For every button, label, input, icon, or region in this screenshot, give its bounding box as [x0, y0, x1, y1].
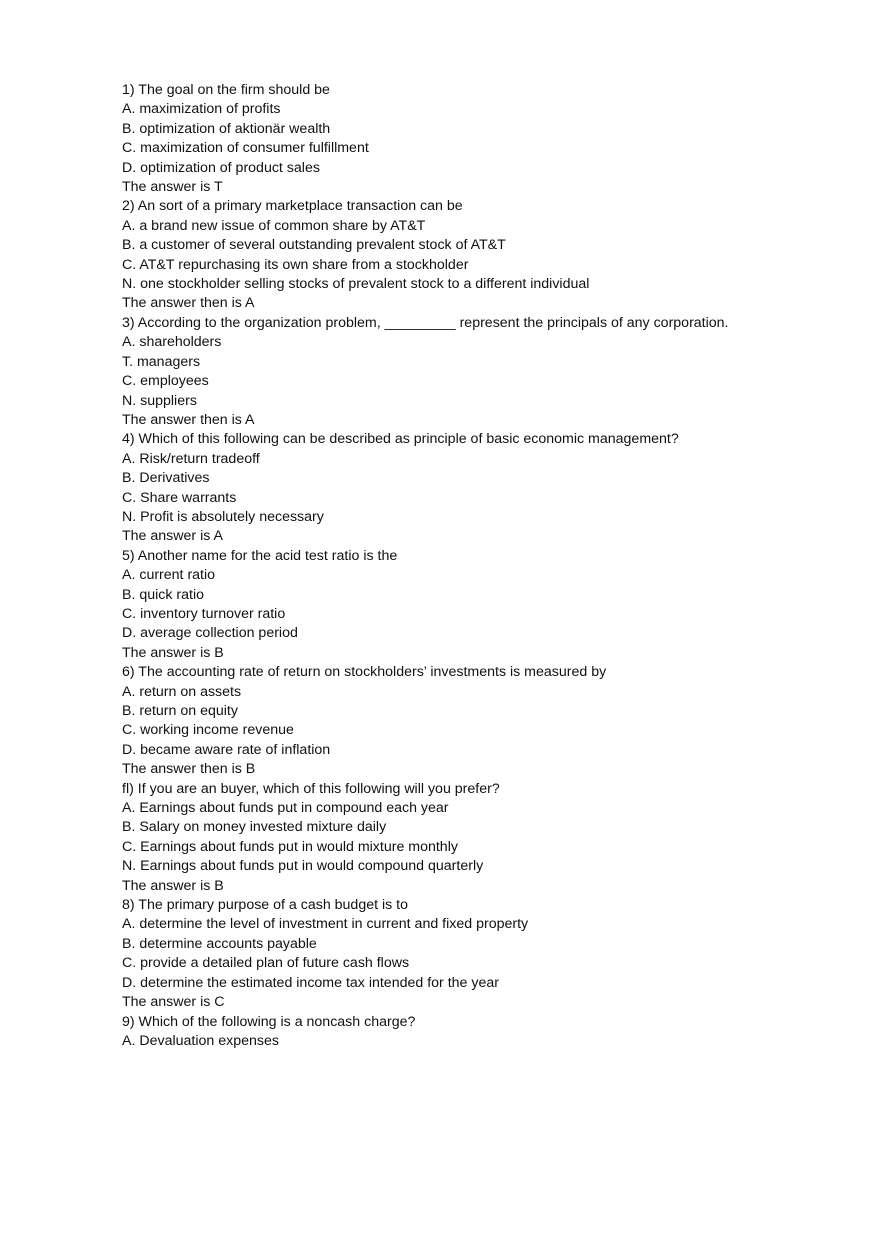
question-4: 4) Which of this following can be described as principle of basic economic management?: [122, 431, 679, 448]
option-8b: B. determine accounts payable: [122, 935, 317, 952]
option-3c: C. employees: [122, 373, 209, 390]
answer-6: The answer then is B: [122, 761, 256, 778]
option-7d: N. Earnings about funds put in would compound quarterly: [122, 858, 484, 875]
option-5d: D. average collection period: [122, 625, 298, 642]
question-3: 3) According to the organization problem, _________ represent the principals of any corporation.: [122, 314, 729, 331]
option-5b: B. quick ratio: [122, 586, 205, 603]
option-2d: N. one stockholder selling stocks of prevalent stock to a different individual: [122, 276, 590, 293]
option-4b: B. Derivatives: [122, 470, 210, 487]
option-6a: A. return on assets: [122, 683, 242, 700]
question-7: fl) If you are an buyer, which of this following will you prefer?: [122, 780, 500, 797]
option-4d: N. Profit is absolutely necessary: [122, 508, 324, 525]
answer-5: The answer is B: [122, 644, 224, 661]
answer-7: The answer is B: [122, 877, 224, 894]
option-1a: A. maximization of profits: [122, 101, 281, 118]
option-8a: A. determine the level of investment in current and fixed property: [122, 916, 529, 933]
option-6d: D. became aware rate of inflation: [122, 741, 331, 758]
question-5: 5) Another name for the acid test ratio is the: [122, 547, 398, 564]
option-2b: B. a customer of several outstanding prevalent stock of AT&T: [122, 237, 506, 254]
option-6b: B. return on equity: [122, 703, 238, 719]
option-3b: T. managers: [122, 353, 201, 370]
option-2a: A. a brand new issue of common share by AT&T: [122, 217, 426, 234]
answer-4: The answer is A: [122, 528, 223, 545]
option-5c: C. inventory turnover ratio: [122, 605, 286, 622]
option-7c: C. Earnings about funds put in would mixture monthly: [122, 838, 458, 855]
option-1b: B. optimization of aktionär wealth: [122, 120, 331, 137]
question-1: 1) The goal on the firm should be: [122, 82, 330, 98]
question-8: 8) The primary purpose of a cash budget is to: [122, 897, 409, 914]
quiz-text: [122, 81, 822, 1051]
option-1d: D. optimization of product sales: [122, 159, 320, 176]
option-7a: A. Earnings about funds put in compound each year: [122, 800, 449, 817]
option-8d: D. determine the estimated income tax intended for the year: [122, 974, 499, 991]
option-8c: C. provide a detailed plan of future cash flows: [122, 955, 410, 972]
question-9: 9) Which of the following is a noncash charge?: [122, 1013, 416, 1030]
question-6: 6) The accounting rate of return on stockholders’ investments is measured by: [122, 664, 607, 681]
question-2: 2) An sort of a primary marketplace transaction can be: [122, 198, 463, 215]
option-2c: C. AT&T repurchasing its own share from a stockholder: [122, 256, 469, 273]
answer-2: The answer then is A: [122, 295, 255, 312]
answer-1: The answer is T: [122, 179, 223, 196]
option-3a: A. shareholders: [122, 334, 222, 351]
answer-8: The answer is C: [122, 994, 225, 1011]
answer-3: The answer then is A: [122, 411, 255, 428]
option-3d: N. suppliers: [122, 392, 197, 409]
option-4a: A. Risk/return tradeoff: [122, 450, 260, 467]
option-1c: C. maximization of consumer fulfillment: [122, 140, 369, 157]
option-9a: A. Devaluation expenses: [122, 1032, 279, 1049]
option-5a: A. current ratio: [122, 567, 216, 584]
option-6c: C. working income revenue: [122, 722, 294, 739]
option-4c: C. Share warrants: [122, 489, 237, 506]
option-7b: B. Salary on money invested mixture daily: [122, 819, 387, 836]
